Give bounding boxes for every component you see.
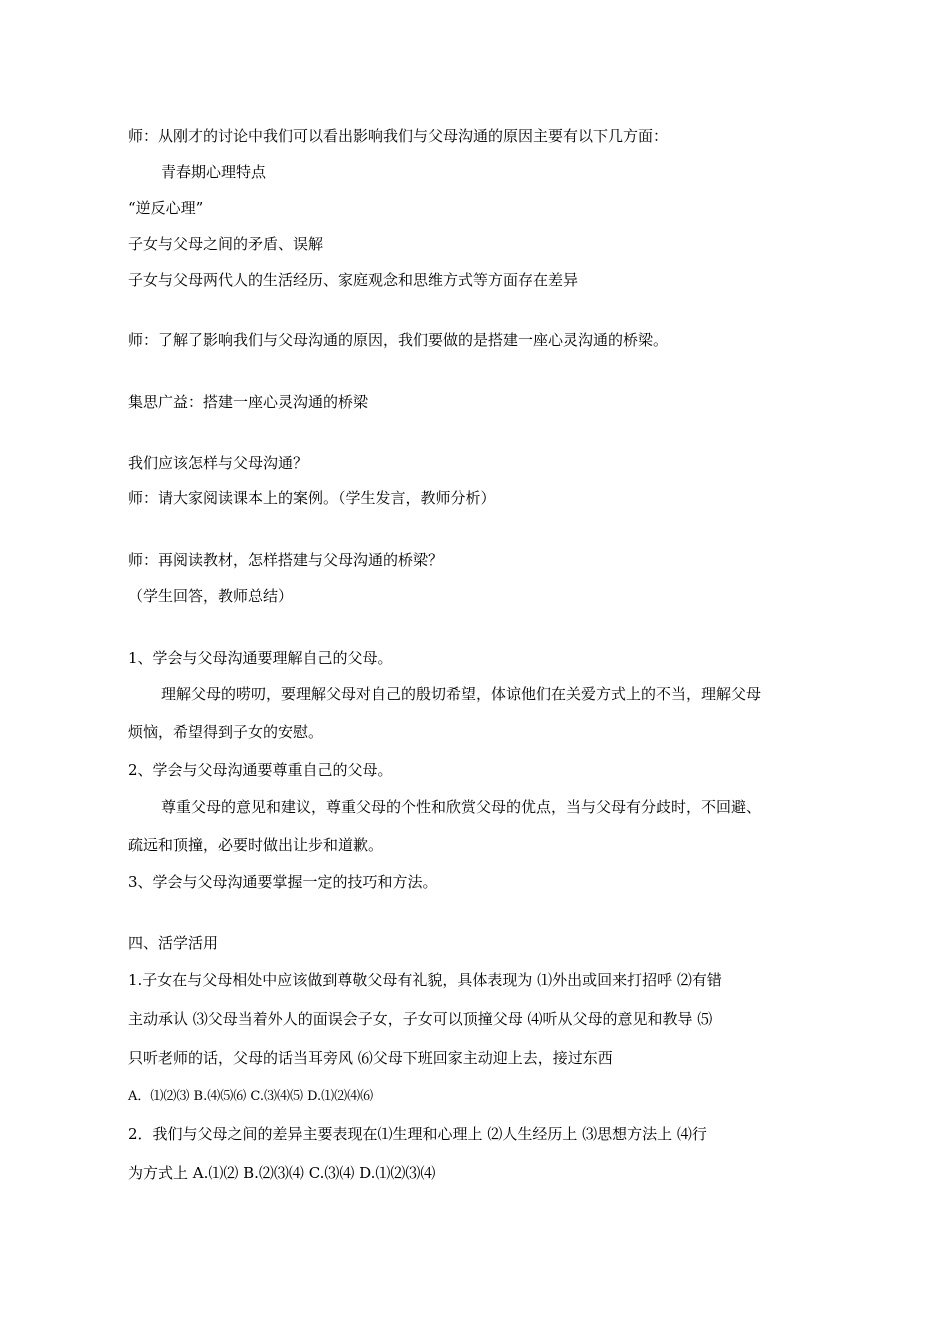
point-2-heading: 2、学会与父母沟通要尊重自己的父母。 bbox=[128, 761, 393, 779]
brainstorm-heading: 集思广益：搭建一座心灵沟通的桥梁 bbox=[128, 393, 369, 411]
question-2-text-cont: 为方式上 A.⑴⑵ B.⑵⑶⑷ C.⑶⑷ D.⑴⑵⑶⑷ bbox=[128, 1164, 436, 1182]
point-1-body-cont: 烦恼，希望得到子女的安慰。 bbox=[128, 723, 324, 741]
reason-adolescence: 青春期心理特点 bbox=[161, 163, 267, 181]
teacher-bridge-line: 师：了解了影响我们与父母沟通的原因，我们要做的是搭建一座心灵沟通的桥梁。 bbox=[128, 331, 669, 349]
reason-conflict: 子女与父母之间的矛盾、误解 bbox=[128, 235, 324, 253]
point-2-body: 尊重父母的意见和建议，尊重父母的个性和欣赏父母的优点，当与父母有分歧时，不回避、 bbox=[161, 798, 762, 816]
section-four-heading: 四、活学活用 bbox=[128, 934, 219, 952]
question-line: 我们应该怎样与父母沟通？ bbox=[128, 454, 309, 472]
question-2-text: 2．我们与父母之间的差异主要表现在⑴生理和心理上 ⑵人生经历上 ⑶思想方法上 ⑷行 bbox=[128, 1125, 707, 1143]
teacher-case-line: 师：请大家阅读课本上的案例。（学生发言，教师分析） bbox=[128, 489, 496, 507]
reason-differences: 子女与父母两代人的生活经历、家庭观念和思维方式等方面存在差异 bbox=[128, 271, 579, 289]
question-1-text-cont: 主动承认 ⑶父母当着外人的面误会子女，子女可以顶撞父母 ⑷听从父母的意见和教导 ⑸ bbox=[128, 1010, 713, 1028]
teacher-intro-line: 师：从刚才的讨论中我们可以看出影响我们与父母沟通的原因主要有以下几方面： bbox=[128, 127, 669, 145]
point-1-heading: 1、学会与父母沟通要理解自己的父母。 bbox=[128, 649, 393, 667]
student-answer-note: （学生回答，教师总结） bbox=[128, 587, 294, 605]
question-1-text: 1.子女在与父母相处中应该做到尊敬父母有礼貌，具体表现为 ⑴外出或回来打招呼 ⑵有错 bbox=[128, 971, 722, 989]
question-1-text-cont-2: 只听老师的话，父母的话当耳旁风 ⑹父母下班回家主动迎上去，接过东西 bbox=[128, 1049, 613, 1067]
question-1-options: A．⑴⑵⑶ B.⑷⑸⑹ C.⑶⑷⑸ D.⑴⑵⑷⑹ bbox=[128, 1089, 374, 1104]
reason-rebellion: “逆反心理” bbox=[128, 199, 204, 217]
point-3-heading: 3、学会与父母沟通要掌握一定的技巧和方法。 bbox=[128, 873, 438, 891]
point-2-body-cont: 疏远和顶撞，必要时做出让步和道歉。 bbox=[128, 836, 384, 854]
teacher-reread-line: 师：再阅读教材，怎样搭建与父母沟通的桥梁？ bbox=[128, 551, 444, 569]
point-1-body: 理解父母的唠叨，要理解父母对自己的殷切希望，体谅他们在关爱方式上的不当，理解父母 bbox=[161, 685, 762, 703]
